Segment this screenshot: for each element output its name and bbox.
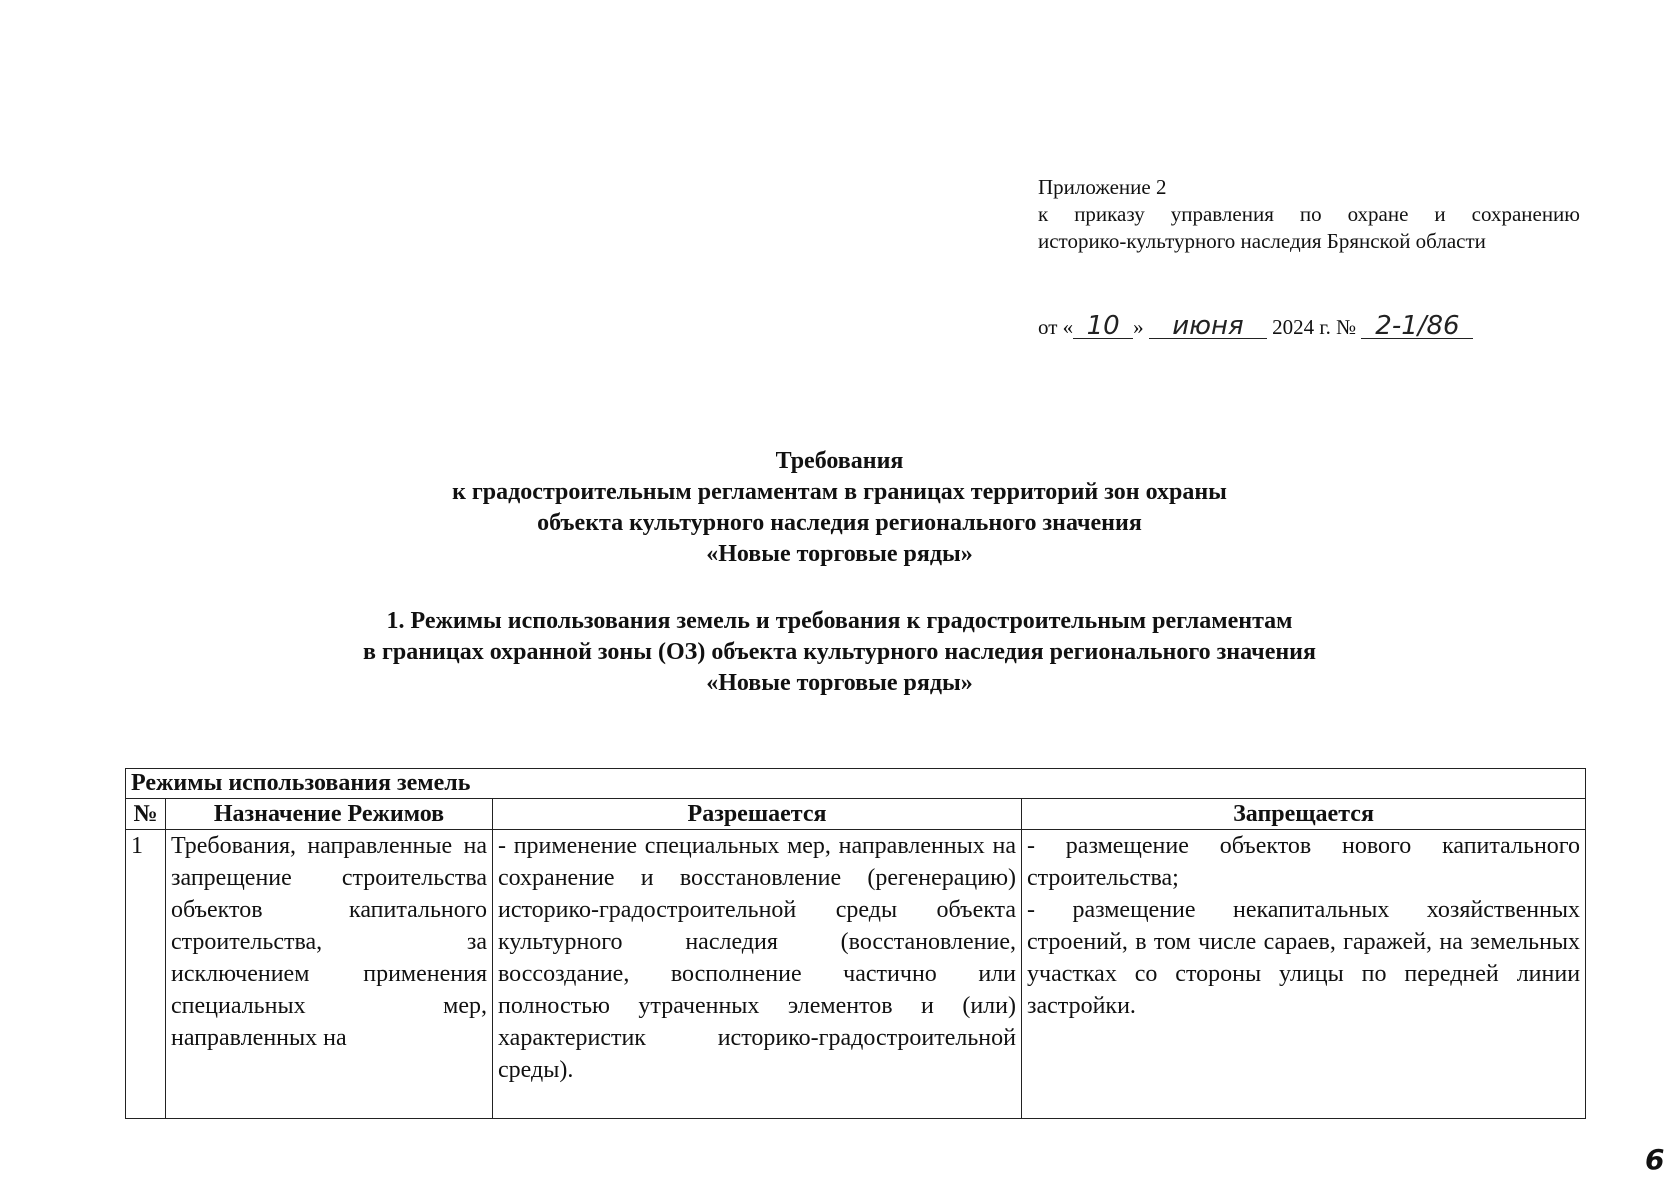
- title-line-4: «Новые торговые ряды»: [706, 541, 973, 567]
- title-line-3: объекта культурного наследия регионального значения: [537, 510, 1142, 536]
- header-number: №: [126, 799, 166, 830]
- row-forbidden: - размещение объектов нового капитального строительства; - размещение некапитальных хозяйственных строений, в том числе сараев, гаражей, на земельных участках со стороны улицы по передней линии застройки.: [1022, 830, 1586, 1119]
- annex-title: Приложение 2: [1038, 175, 1167, 199]
- header-allowed: Разрешается: [493, 799, 1022, 830]
- title-line-2: к градостроительным регламентам в границах территорий зон охраны: [452, 479, 1227, 505]
- table-row: [126, 830, 1586, 1119]
- section-line-2: в границах охранной зоны (ОЗ) объекта культурного наследия регионального значения: [363, 639, 1316, 665]
- section-heading: [0, 606, 1679, 699]
- land-use-table: [125, 768, 1586, 1119]
- row-allowed: - применение специальных мер, направленных на сохранение и восстановление (регенерацию) историко-градостроительной среды объекта культурного наследия (восстановление, воссоздание, восполнение частично или полностью утраченных элементов и (или) характеристик историко-градостроительной среды).: [493, 830, 1022, 1119]
- document-title: [0, 446, 1679, 570]
- row-number: 1: [126, 830, 166, 1119]
- section-line-1: 1. Режимы использования земель и требования к градостроительным регламентам: [386, 608, 1293, 634]
- title-line-1: Требования: [775, 448, 904, 474]
- order-date-line: [1038, 311, 1473, 341]
- order-day-handwritten: 10: [1073, 314, 1133, 339]
- annex-line-2: историко-культурного наследия Брянской области: [1038, 229, 1486, 253]
- order-number-handwritten: 2-1/86: [1361, 314, 1473, 339]
- order-quote-close: »: [1133, 315, 1144, 339]
- header-purpose: Назначение Режимов: [166, 799, 493, 830]
- section-line-3: «Новые торговые ряды»: [706, 670, 973, 696]
- table-header-row: [126, 799, 1586, 830]
- order-month-handwritten: июня: [1149, 314, 1267, 339]
- header-forbidden: Запрещается: [1022, 799, 1586, 830]
- row-purpose: Требования, направленные на запрещение строительства объектов капитального строительства, за исключением применения специальных мер, направленных на: [166, 830, 493, 1119]
- table-caption: Режимы использования земель: [126, 769, 1586, 799]
- annex-line-1: к приказу управления по охране и сохранению: [1038, 202, 1580, 226]
- table-caption-row: [126, 769, 1586, 799]
- order-prefix: от «: [1038, 315, 1074, 339]
- annex-header: [1038, 174, 1580, 255]
- order-year: 2024 г. №: [1272, 315, 1357, 339]
- page-number: 6: [1645, 1143, 1665, 1176]
